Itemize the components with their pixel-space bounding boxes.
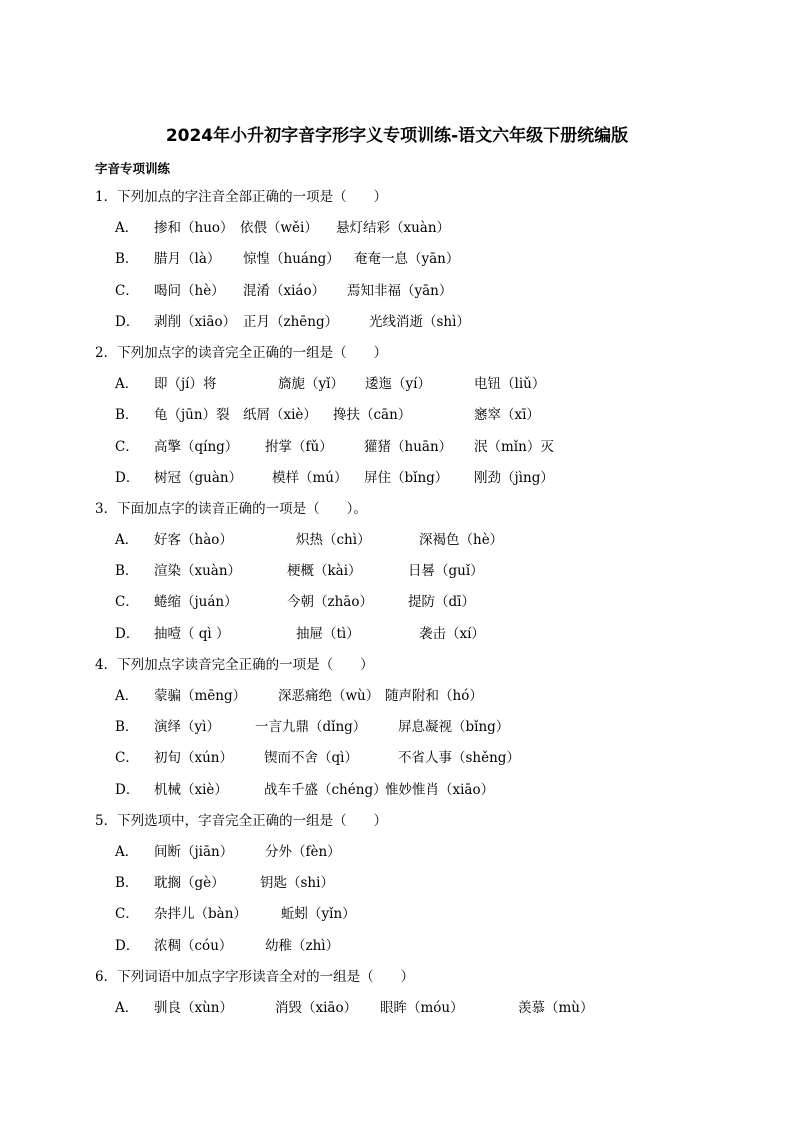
option-word: 剥削（xiāo）: [154, 313, 237, 330]
option-word: 战车千盛（chéng）: [264, 781, 387, 798]
question-stem: 6．下列词语中加点字字形读音全对的一组是（ ）: [95, 968, 415, 985]
question-stem: 3．下面加点字的读音正确的一项是（ ）。: [95, 500, 367, 517]
question-stem: 4．下列加点字读音完全正确的一项是（ ）: [95, 656, 374, 673]
option-word: 奄奄一息（yān）: [354, 251, 460, 268]
answer-option: [95, 837, 735, 868]
option-word: 机械（xiè）: [154, 781, 228, 798]
option-word: 梗概（kài）: [287, 563, 362, 580]
option-letter: C．: [115, 750, 139, 767]
option-word: 光线消逝（shì）: [369, 313, 470, 330]
option-word: 浓稠（cóu）: [154, 937, 233, 954]
option-word: 杂拌儿（bàn）: [154, 906, 247, 923]
option-word: 屏息凝视（bǐng）: [398, 719, 510, 736]
option-letter: A．: [115, 999, 139, 1016]
option-letter: D．: [115, 781, 140, 798]
option-word: 炽热（chì）: [296, 532, 371, 549]
option-word: 今朝（zhāo）: [287, 594, 373, 611]
option-word: 正月（zhēng）: [243, 313, 339, 330]
option-word: 幼稚（zhì）: [265, 937, 340, 954]
answer-option: [95, 681, 735, 712]
option-word: 眼眸（móu）: [380, 999, 464, 1016]
option-word: 焉知非福（yān）: [347, 282, 453, 299]
option-letter: B．: [115, 407, 139, 424]
option-word: 旖旎（yǐ）: [278, 376, 344, 393]
option-word: 龟（jūn）裂: [154, 407, 230, 424]
answer-option: [95, 743, 735, 774]
option-word: 演绎（yì）: [154, 719, 220, 736]
option-word: 窸窣（xī）: [474, 407, 540, 424]
option-word: 好客（hào）: [154, 532, 233, 549]
option-word: 渲染（xuàn）: [154, 563, 242, 580]
option-word: 羡慕（mù）: [518, 999, 594, 1016]
option-letter: D．: [115, 313, 140, 330]
option-letter: A．: [115, 688, 139, 704]
option-word: 钥匙（shi）: [260, 875, 334, 892]
option-word: 逶迤（yí）: [365, 376, 431, 393]
option-word: 屏住（bǐng）: [364, 469, 449, 486]
option-letter: B．: [115, 251, 139, 268]
option-word: 抽屉（tì）: [296, 625, 360, 642]
question-stem: 2．下列加点字的读音完全正确的一组是（ ）: [95, 344, 388, 361]
answer-option: [95, 276, 735, 307]
option-word: 消毁（xiāo）: [275, 999, 358, 1016]
answer-option: [95, 931, 735, 962]
option-letter: D．: [115, 469, 140, 486]
option-word: 拊掌（fǔ）: [265, 438, 333, 455]
option-word: 刚劲（jìng）: [474, 469, 554, 486]
option-word: 间断（jiān）: [154, 843, 234, 860]
option-letter: B．: [115, 719, 139, 736]
option-word: 树冠（guàn）: [154, 469, 243, 486]
answer-option: [95, 619, 735, 650]
option-word: 电钮（liǔ）: [474, 376, 546, 393]
option-letter: A．: [115, 220, 139, 237]
option-word: 依偎（wěi）: [240, 220, 318, 237]
option-letter: A．: [115, 843, 139, 860]
answer-option: [95, 899, 735, 930]
option-word: 獾猪（huān）: [364, 438, 453, 455]
option-word: 即（jí）将: [154, 376, 217, 393]
answer-option: [95, 213, 735, 244]
answer-option: [95, 432, 735, 463]
option-word: 锲而不舍（qì）: [264, 750, 358, 767]
answer-option: [95, 369, 735, 400]
option-word: 耽搁（gè）: [154, 875, 225, 892]
option-word: 纸屑（xiè）: [243, 407, 317, 424]
option-word: 喝问（hè）: [154, 282, 225, 299]
option-word: 惟妙惟肖（xiāo）: [385, 781, 495, 798]
option-word: 袭击（xí）: [419, 625, 485, 642]
option-word: 悬灯结彩（xuàn）: [336, 220, 451, 237]
option-letter: B．: [115, 563, 139, 580]
option-word: 深恶痛绝（wù）: [278, 688, 380, 704]
answer-option: [95, 868, 735, 899]
answer-option: [95, 400, 735, 431]
question-stem: 5．下列选项中，字音完全正确的一组是（ ）: [95, 812, 388, 829]
option-word: 蚯蚓（yǐn）: [281, 906, 356, 923]
option-word: 一言九鼎（dǐng）: [255, 719, 367, 736]
option-word: 日晷（guǐ）: [408, 563, 484, 580]
question-stem: 1．下列加点的字注音全部正确的一项是（ ）: [95, 189, 388, 205]
question-list: [95, 182, 735, 1024]
option-letter: A．: [115, 376, 139, 393]
answer-option: [95, 712, 735, 743]
option-word: 掺和（huo）: [154, 220, 234, 237]
answer-option: [95, 463, 735, 494]
option-letter: B．: [115, 875, 139, 892]
option-word: 驯良（xùn）: [154, 999, 234, 1016]
option-word: 深褐色（hè）: [419, 532, 504, 549]
option-word: 惊惶（huáng）: [243, 251, 340, 268]
answer-option: [95, 775, 735, 806]
option-letter: D．: [115, 937, 140, 954]
answer-option: [95, 307, 735, 338]
option-word: 蜷缩（juán）: [154, 594, 238, 611]
option-word: 分外（fèn）: [265, 843, 341, 860]
section-heading: 字音专项训练: [95, 161, 171, 176]
option-word: 提防（dī）: [408, 594, 475, 611]
option-word: 蒙骗（mēng）: [154, 688, 247, 704]
option-word: 高擎（qíng）: [154, 438, 239, 455]
answer-option: [95, 587, 735, 618]
document-title: 2024年小升初字音字形字义专项训练-语文六年级下册统编版: [165, 126, 629, 146]
option-word: 不省人事（shěng）: [398, 750, 520, 767]
option-word: 抽噎（ qì ）: [154, 625, 230, 642]
option-word: 随声附和（hó）: [385, 688, 483, 704]
option-word: 腊月（là）: [154, 251, 221, 268]
option-letter: C．: [115, 438, 139, 455]
option-word: 搀扶（cān）: [333, 407, 412, 424]
option-word: 模样（mú）: [272, 469, 348, 486]
option-word: 混淆（xiáo）: [243, 282, 326, 299]
option-letter: C．: [115, 594, 139, 611]
option-word: 初旬（xún）: [154, 750, 234, 767]
answer-option: [95, 244, 735, 275]
option-letter: C．: [115, 906, 139, 923]
option-letter: C．: [115, 282, 139, 299]
answer-option: [95, 993, 735, 1024]
option-letter: D．: [115, 625, 140, 642]
answer-option: [95, 525, 735, 556]
option-word: 泯（mǐn）灭: [474, 438, 554, 455]
option-letter: A．: [115, 532, 139, 549]
answer-option: [95, 556, 735, 587]
